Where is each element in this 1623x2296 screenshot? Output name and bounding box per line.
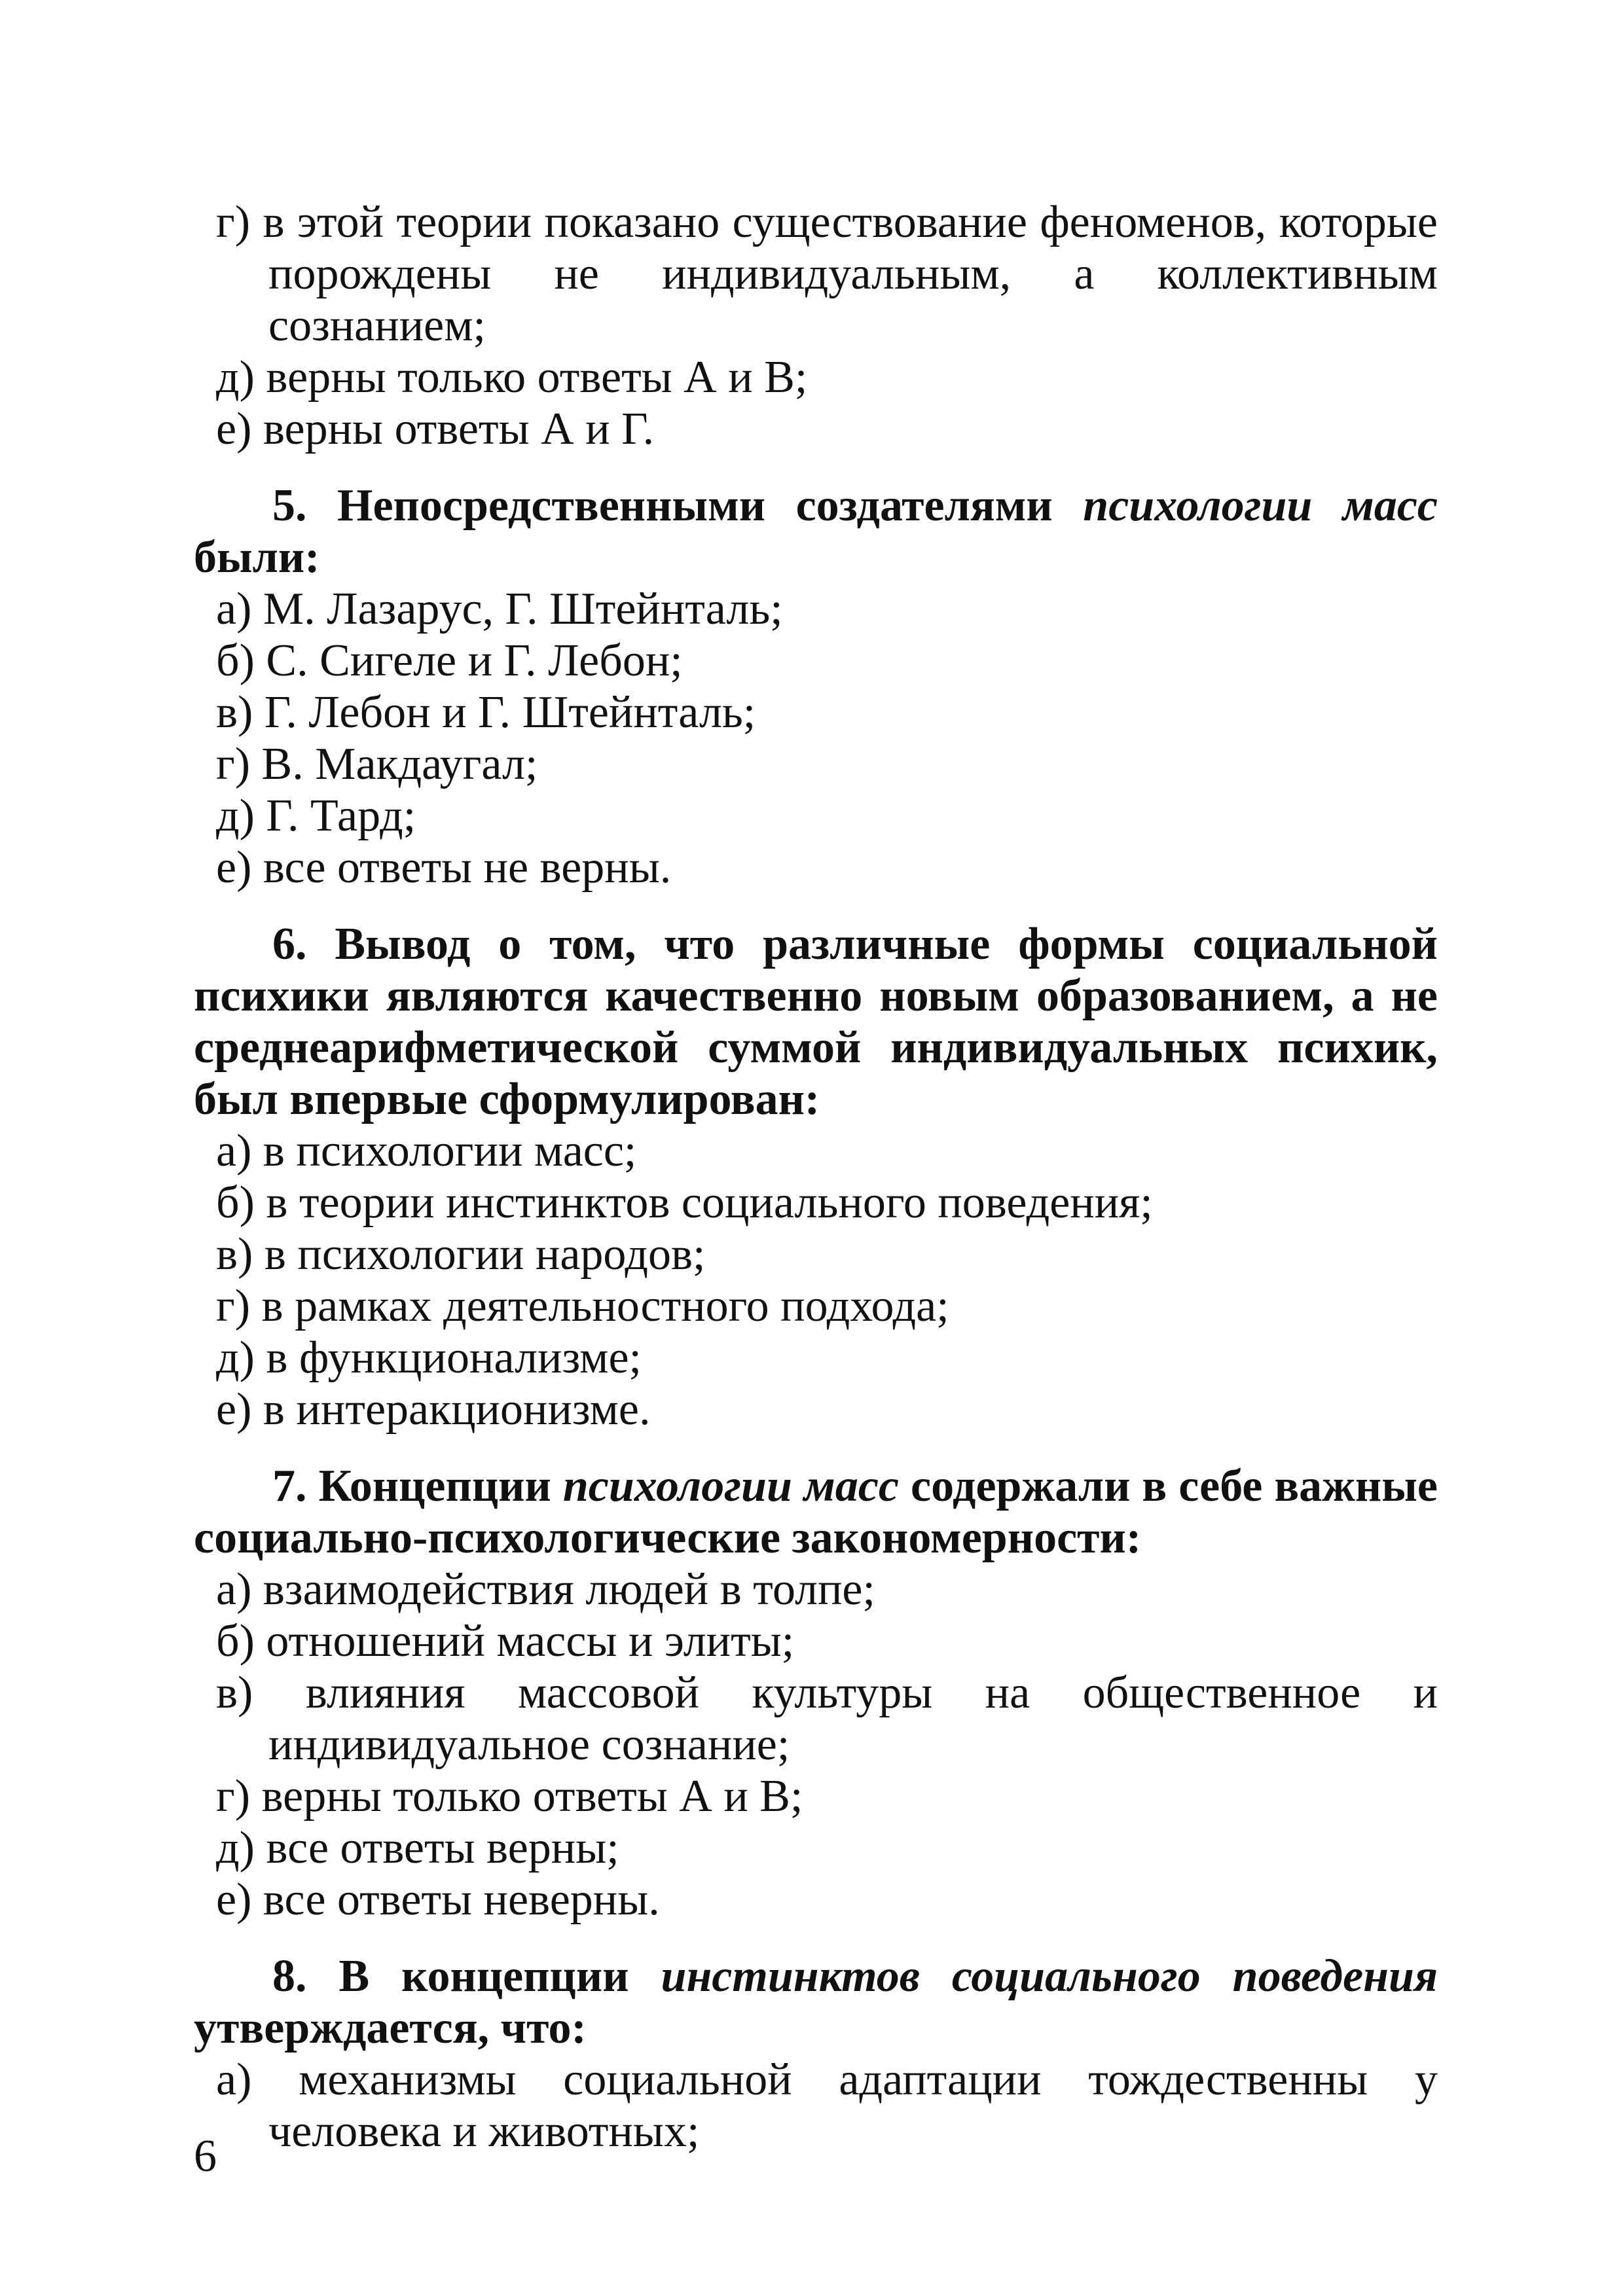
page-body <box>194 196 1438 2157</box>
option: а) взаимодействия людей в толпе; <box>216 1564 875 1615</box>
question-lead: 7. Концепции <box>272 1461 563 1511</box>
option: б) отношений массы и элиты; <box>216 1616 795 1666</box>
option: д) верны только ответы А и В; <box>216 352 808 403</box>
question-7 <box>194 1460 1438 1564</box>
question-emphasis: психологии масс <box>1083 480 1438 531</box>
option: б) С. Сигеле и Г. Лебон; <box>216 636 683 686</box>
option: г) в рамках деятельностного подхода; <box>216 1281 949 1331</box>
option: е) все ответы не верны. <box>216 842 672 893</box>
option: в) влияния массовой культуры на общественное и индивидуальное сознание; <box>216 1668 1438 1770</box>
question-8-options <box>194 2054 1438 2157</box>
question-5-options <box>194 583 1438 893</box>
question-tail: утверждается, что: <box>194 2003 587 2053</box>
option: а) в психологии масс; <box>216 1126 637 1176</box>
question-7-options <box>194 1564 1438 1926</box>
page-number: 6 <box>194 2131 217 2181</box>
option: д) Г. Тард; <box>216 791 416 841</box>
question-emphasis: психологии масс <box>562 1461 899 1511</box>
question-tail: содержали в себе важные социально-психологические закономерности: <box>194 1461 1438 1563</box>
option: г) В. Макдаугал; <box>216 739 538 789</box>
option: е) верны ответы А и Г. <box>216 404 655 454</box>
question-lead: 5. Непосредственными создателями <box>272 480 1084 531</box>
option: б) в теории инстинктов социального поведения; <box>216 1177 1153 1228</box>
question-6 <box>194 918 1438 1125</box>
option: г) в этой теории показано существование феноменов, которые порождены не индивидуальным, а коллективным сознанием; <box>216 197 1438 351</box>
option: д) в функционализме; <box>216 1333 642 1383</box>
continuation-options <box>194 196 1438 455</box>
question-tail: были: <box>194 532 320 583</box>
question-lead: 6. Вывод о том, что различные формы социальной психики являются качественно новым образованием, а не среднеарифметической суммой индивидуальных психик, был впервые сформулирован: <box>194 919 1438 1124</box>
option: г) верны только ответы А и В; <box>216 1771 803 1821</box>
question-lead: 8. В концепции <box>272 1951 661 2001</box>
option: е) все ответы неверны. <box>216 1874 660 1925</box>
question-5 <box>194 480 1438 583</box>
question-8 <box>194 1950 1438 2054</box>
question-6-options <box>194 1125 1438 1435</box>
question-emphasis: инстинктов социального поведения <box>661 1951 1438 2001</box>
option: д) все ответы верны; <box>216 1823 619 1873</box>
option: е) в интеракционизме. <box>216 1384 651 1435</box>
option: в) в психологии народов; <box>216 1229 706 1280</box>
option: а) механизмы социальной адаптации тождественны у человека и животных; <box>216 2054 1438 2157</box>
option: в) Г. Лебон и Г. Штейнталь; <box>216 687 756 738</box>
option: а) М. Лазарус, Г. Штейнталь; <box>216 584 783 634</box>
